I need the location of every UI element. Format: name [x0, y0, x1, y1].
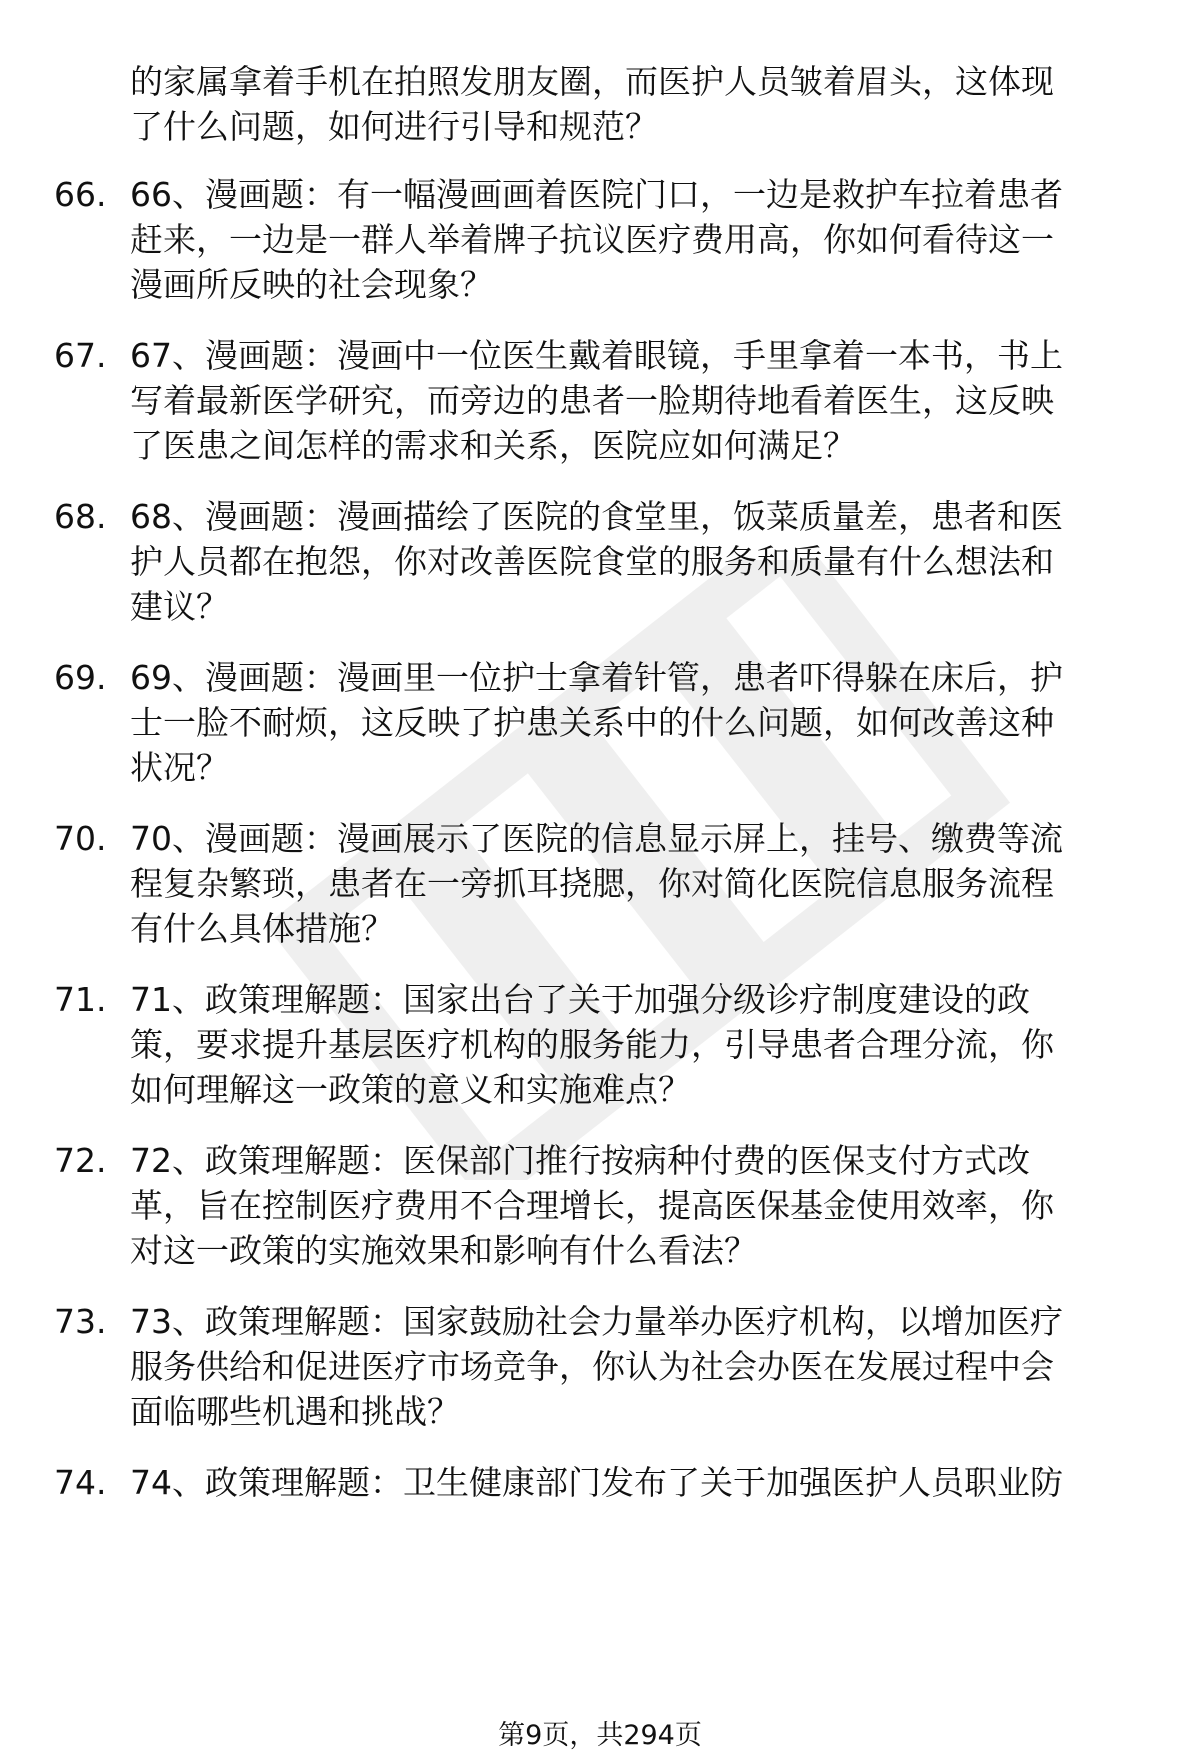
text-line: 71、政策理解题：国家出台了关于加强分级诊疗制度建设的政 [130, 980, 1030, 1019]
text-line: 赶来，一边是一群人举着牌子抗议医疗费用高，你如何看待这一 [130, 220, 1054, 259]
text-line: 74、政策理解题：卫生健康部门发布了关于加强医护人员职业防 [130, 1463, 1063, 1502]
text-line: 程复杂繁琐，患者在一旁抓耳挠腮，你对简化医院信息服务流程 [130, 864, 1054, 903]
text-line: 了医患之间怎样的需求和关系，医院应如何满足？ [130, 426, 856, 465]
item-number: 72. [54, 1141, 107, 1180]
text-line: 66、漫画题：有一幅漫画画着医院门口，一边是救护车拉着患者 [130, 175, 1063, 214]
item-number: 66. [54, 175, 107, 214]
text-line: 68、漫画题：漫画描绘了医院的食堂里，饭菜质量差，患者和医 [130, 497, 1063, 536]
item-number: 74. [54, 1463, 107, 1502]
text-line: 漫画所反映的社会现象？ [130, 265, 493, 304]
text-line: 有什么具体措施？ [130, 909, 394, 948]
text-line: 的家属拿着手机在拍照发朋友圈，而医护人员皱着眉头，这体现 [130, 62, 1054, 101]
item-number: 68. [54, 497, 107, 536]
item-number: 67. [54, 336, 107, 375]
text-line: 革，旨在控制医疗费用不合理增长，提高医保基金使用效率，你 [130, 1186, 1054, 1225]
text-line: 如何理解这一政策的意义和实施难点？ [130, 1070, 691, 1109]
text-line: 73、政策理解题：国家鼓励社会力量举办医疗机构，以增加医疗 [130, 1302, 1063, 1341]
item-number: 73. [54, 1302, 107, 1341]
text-line: 69、漫画题：漫画里一位护士拿着针管，患者吓得躲在床后，护 [130, 658, 1063, 697]
text-line: 服务供给和促进医疗市场竞争，你认为社会办医在发展过程中会 [130, 1347, 1054, 1386]
text-line: 70、漫画题：漫画展示了医院的信息显示屏上，挂号、缴费等流 [130, 819, 1063, 858]
text-line: 写着最新医学研究，而旁边的患者一脸期待地看着医生，这反映 [130, 381, 1054, 420]
item-number: 69. [54, 658, 107, 697]
text-line: 策，要求提升基层医疗机构的服务能力，引导患者合理分流，你 [130, 1025, 1054, 1064]
item-number: 70. [54, 819, 107, 858]
text-line: 67、漫画题：漫画中一位医生戴着眼镜，手里拿着一本书，书上 [130, 336, 1063, 375]
text-line: 面临哪些机遇和挑战？ [130, 1392, 460, 1431]
item-number: 71. [54, 980, 107, 1019]
page-footer: 第9页，共294页 [498, 1720, 702, 1751]
text-line: 了什么问题，如何进行引导和规范？ [130, 107, 658, 146]
text-line: 士一脸不耐烦，这反映了护患关系中的什么问题，如何改善这种 [130, 703, 1054, 742]
text-line: 72、政策理解题：医保部门推行按病种付费的医保支付方式改 [130, 1141, 1030, 1180]
text-line: 状况？ [130, 748, 229, 787]
text-line: 护人员都在抱怨，你对改善医院食堂的服务和质量有什么想法和 [130, 542, 1054, 581]
text-line: 对这一政策的实施效果和影响有什么看法？ [130, 1231, 757, 1270]
text-line: 建议？ [130, 587, 229, 626]
